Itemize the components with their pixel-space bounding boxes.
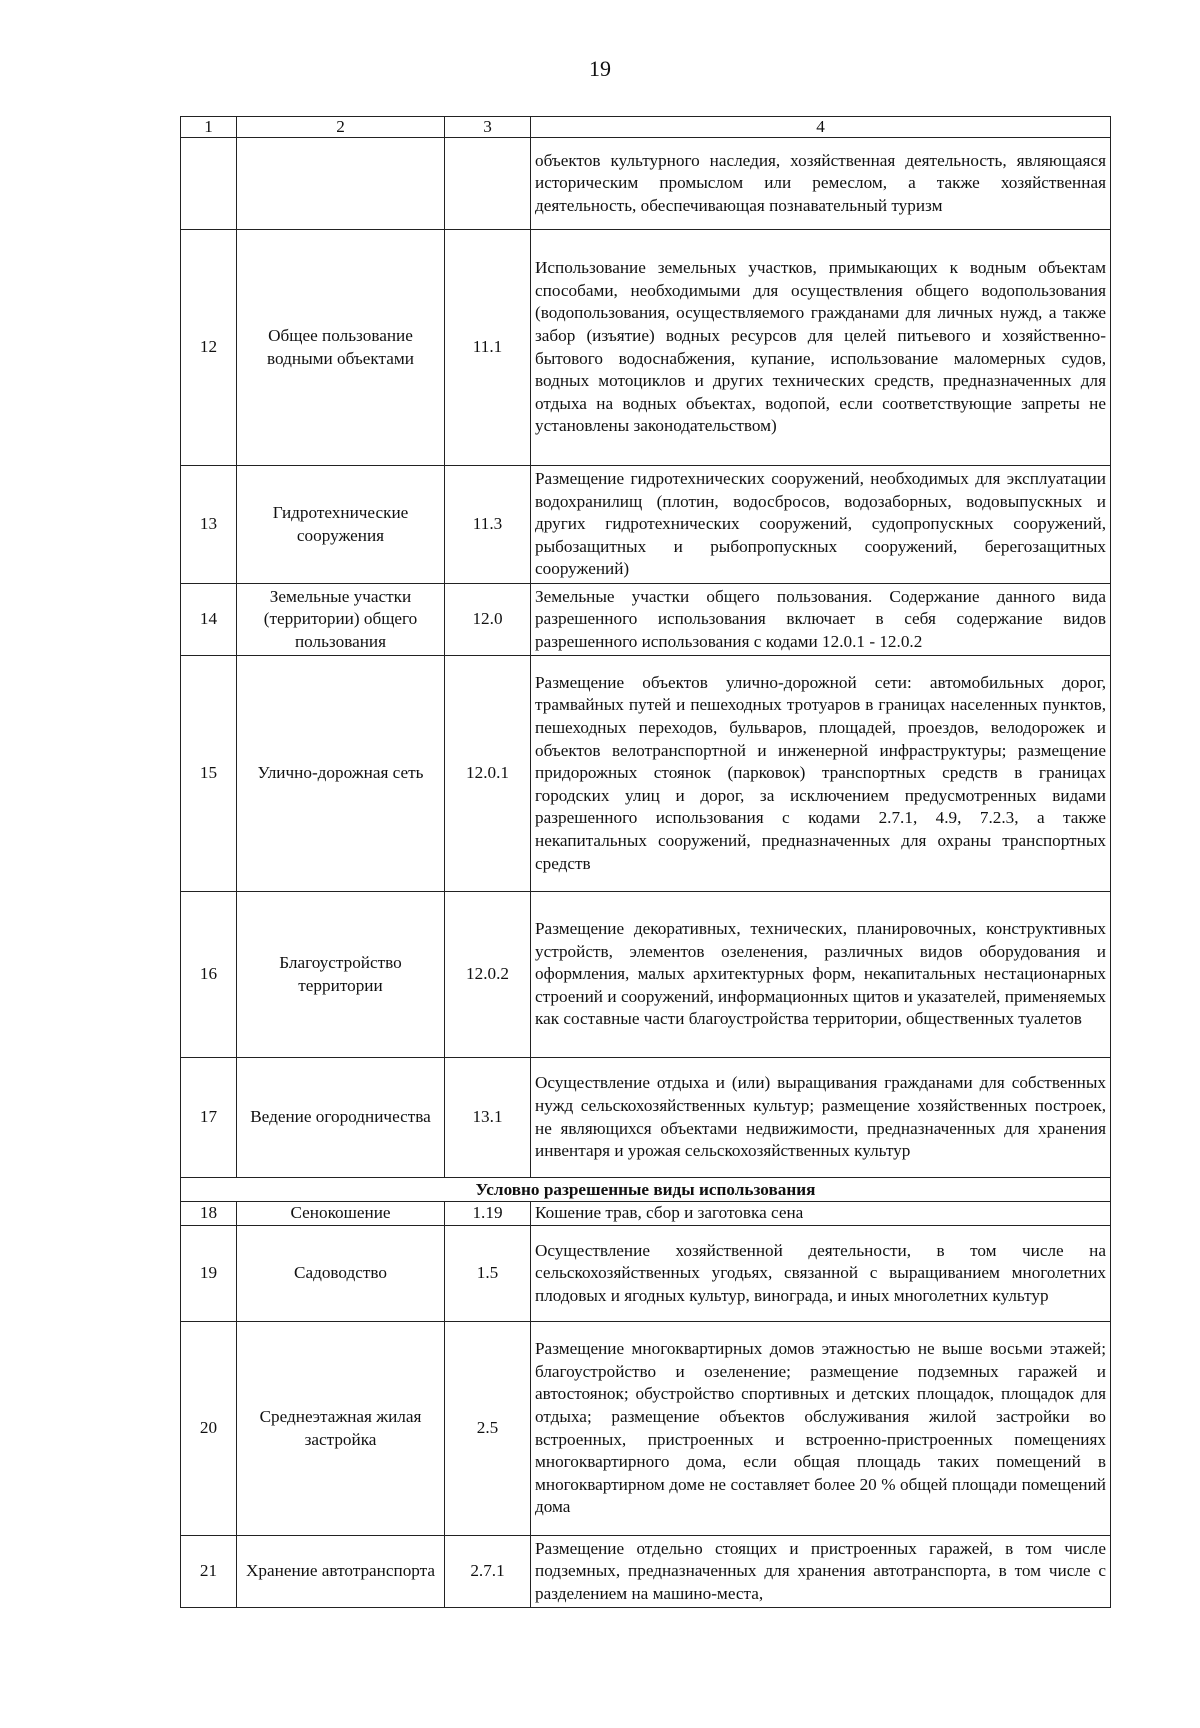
use-code: 12.0 xyxy=(445,584,531,656)
use-description: Земельные участки общего пользования. Содержание данного вида разрешенного использования включает в себя содержание видов разрешенного использования с кодами 12.0.1 - 12.0.2 xyxy=(531,584,1111,656)
use-code: 1.5 xyxy=(445,1226,531,1322)
use-description: Кошение трав, сбор и заготовка сена xyxy=(531,1202,1111,1226)
table-row xyxy=(181,1226,1111,1322)
table-row xyxy=(181,1322,1111,1536)
use-name: Улично-дорожная сеть xyxy=(237,656,445,892)
row-number: 21 xyxy=(181,1536,237,1608)
table-header-row xyxy=(181,117,1111,138)
use-code: 2.5 xyxy=(445,1322,531,1536)
use-description: Размещение отдельно стоящих и пристроенных гаражей, в том числе подземных, предназначенных для хранения автотранспорта, в том числе с разделением на машино-места, xyxy=(531,1536,1111,1608)
use-code xyxy=(445,138,531,230)
use-description: Размещение многоквартирных домов этажностью не выше восьми этажей; благоустройство и озеленение; размещение подземных гаражей и автостоянок; обустройство спортивных и детских площадок, площадок для отдыха; размещение объектов обслуживания жилой застройки во встроенных, пристроенных и встроенно-пристроенных помещениях многоквартирного дома, если общая площадь таких помещений в многоквартирном доме не составляет более 20 % общей площади помещений дома xyxy=(531,1322,1111,1536)
table-row xyxy=(181,230,1111,466)
table-row xyxy=(181,656,1111,892)
section-title: Условно разрешенные виды использования xyxy=(181,1178,1111,1202)
use-code: 13.1 xyxy=(445,1058,531,1178)
use-name: Хранение автотранспорта xyxy=(237,1536,445,1608)
use-description: объектов культурного наследия, хозяйственная деятельность, являющаяся историческим промыслом или ремеслом, а также хозяйственная деятельность, обеспечивающая познавательный туризм xyxy=(531,138,1111,230)
table-row xyxy=(181,138,1111,230)
use-description: Осуществление хозяйственной деятельности, в том числе на сельскохозяйственных угодьях, связанной с выращиванием многолетних плодовых и ягодных культур, винограда, и иных многолетних культур xyxy=(531,1226,1111,1322)
use-name: Сенокошение xyxy=(237,1202,445,1226)
row-number: 13 xyxy=(181,466,237,584)
use-name: Общее пользование водными объектами xyxy=(237,230,445,466)
row-number: 12 xyxy=(181,230,237,466)
use-code: 11.1 xyxy=(445,230,531,466)
use-description: Использование земельных участков, примыкающих к водным объектам способами, необходимыми для осуществления общего водопользования (водопользования, осуществляемого гражданами для личных нужд, а также забор (изъятие) водных ресурсов для целей питьевого и хозяйственно-бытового водоснабжения, купание, использование маломерных судов, водных мотоциклов и других технических средств, предназначенных для отдыха на водных объектах, водопой, если соответствующие запреты не установлены законодательством) xyxy=(531,230,1111,466)
use-name: Благоустройство территории xyxy=(237,892,445,1058)
table-row xyxy=(181,1202,1111,1226)
row-number: 14 xyxy=(181,584,237,656)
table-row xyxy=(181,466,1111,584)
header-cell-2: 2 xyxy=(237,117,445,138)
use-code: 11.3 xyxy=(445,466,531,584)
use-description: Размещение гидротехнических сооружений, необходимых для эксплуатации водохранилищ (плотин, водосбросов, водозаборных, водовыпускных и других гидротехнических сооружений, судопропускных сооружений, рыбозащитных и рыбопропускных сооружений, берегозащитных сооружений) xyxy=(531,466,1111,584)
use-name: Земельные участки (территории) общего пользования xyxy=(237,584,445,656)
row-number: 17 xyxy=(181,1058,237,1178)
use-name: Среднеэтажная жилая застройка xyxy=(237,1322,445,1536)
table-row xyxy=(181,892,1111,1058)
row-number: 16 xyxy=(181,892,237,1058)
table-row xyxy=(181,584,1111,656)
row-number: 19 xyxy=(181,1226,237,1322)
use-code: 12.0.1 xyxy=(445,656,531,892)
use-code: 2.7.1 xyxy=(445,1536,531,1608)
row-number: 20 xyxy=(181,1322,237,1536)
use-description: Размещение декоративных, технических, планировочных, конструктивных устройств, элементов озеленения, различных видов оборудования и оформления, малых архитектурных форм, некапитальных нестационарных строений и сооружений, информационных щитов и указателей, применяемых как составные части благоустройства территории, общественных туалетов xyxy=(531,892,1111,1058)
table-row xyxy=(181,1058,1111,1178)
use-code: 1.19 xyxy=(445,1202,531,1226)
use-name xyxy=(237,138,445,230)
use-description: Размещение объектов улично-дорожной сети: автомобильных дорог, трамвайных путей и пешеходных тротуаров в границах населенных пунктов, пешеходных переходов, бульваров, площадей, проездов, велодорожек и объектов велотранспортной и инженерной инфраструктуры; размещение придорожных стоянок (парковок) транспортных средств в границах городских улиц и дорог, за исключением предусмотренных видами разрешенного использования с кодами 2.7.1, 4.9, 7.2.3, а также некапитальных сооружений, предназначенных для охраны транспортных средств xyxy=(531,656,1111,892)
table-row xyxy=(181,1536,1111,1608)
use-description: Осуществление отдыха и (или) выращивания гражданами для собственных нужд сельскохозяйственных культур; размещение хозяйственных построек, не являющихся объектами недвижимости, предназначенных для хранения инвентаря и урожая сельскохозяйственных культур xyxy=(531,1058,1111,1178)
header-cell-3: 3 xyxy=(445,117,531,138)
use-name: Садоводство xyxy=(237,1226,445,1322)
header-cell-4: 4 xyxy=(531,117,1111,138)
use-name: Гидротехнические сооружения xyxy=(237,466,445,584)
header-cell-1: 1 xyxy=(181,117,237,138)
use-name: Ведение огородничества xyxy=(237,1058,445,1178)
land-use-table xyxy=(180,116,1111,1608)
row-number xyxy=(181,138,237,230)
use-code: 12.0.2 xyxy=(445,892,531,1058)
page-number: 19 xyxy=(589,56,611,81)
section-header-row xyxy=(181,1178,1111,1202)
row-number: 15 xyxy=(181,656,237,892)
row-number: 18 xyxy=(181,1202,237,1226)
